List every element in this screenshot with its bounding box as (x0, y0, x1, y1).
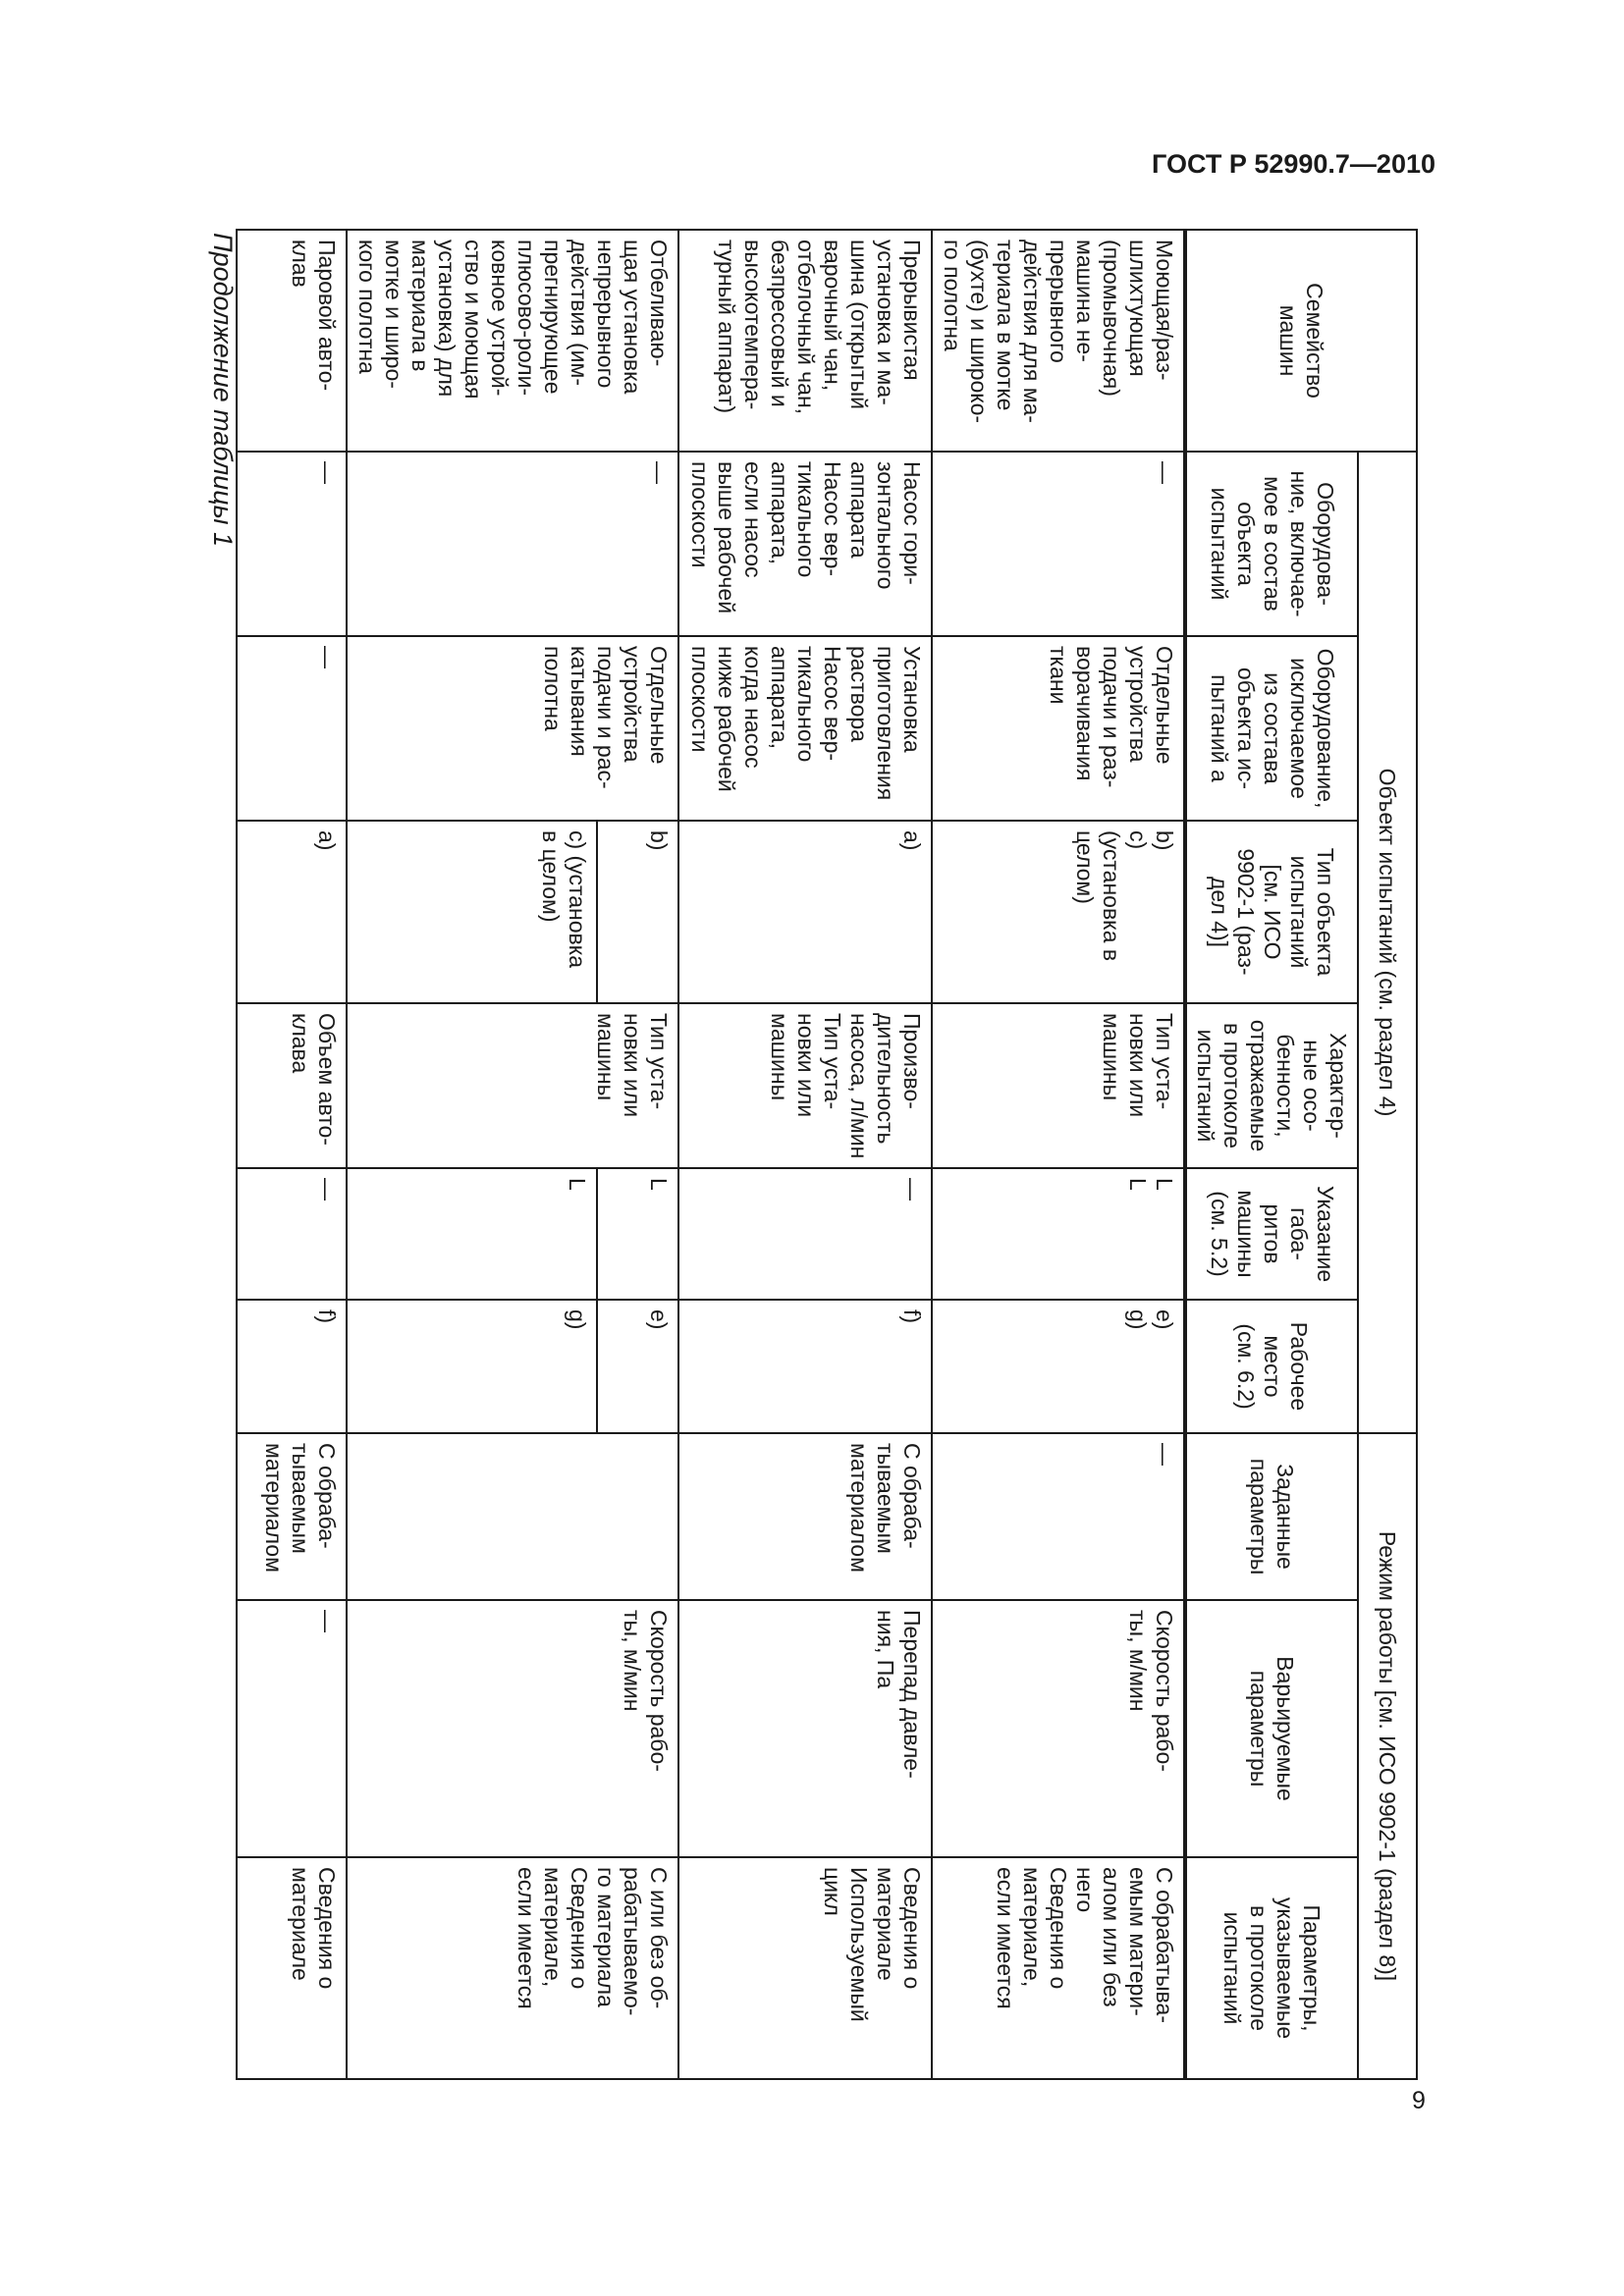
page-number: 9 (1412, 2087, 1426, 2114)
cell-report-params: С обрабатыва- емым матери- алом или без него Сведения о материале, если имеется (932, 1857, 1185, 2079)
col-features-header: Характер- ные осо- бенности, отражаемые в протоколе испытаний (1185, 1003, 1358, 1168)
object-group-header: Объект испытаний (см. раздел 4) (1358, 452, 1417, 1433)
cell-features: Произво- дительность насоса, л/мин Тип уста- новки или машины (678, 1003, 932, 1168)
cell-family: Моющая/раз- шлихтующая (промывочная) машина не- прерывного действия для ма- териала в мотке (бухте) и широко- го полотна (932, 230, 1185, 452)
cell-dimensions: L (347, 1168, 597, 1300)
cell-included: — (237, 452, 347, 636)
cell-set-params: С обраба- тываемым материалом (237, 1433, 347, 1600)
table-row (932, 230, 1185, 2079)
cell-set-params (347, 1433, 678, 1600)
cell-workplace: e) g) (932, 1300, 1185, 1433)
col-set-params-header: Заданные параметры (1185, 1433, 1358, 1600)
column-header-row (1185, 230, 1358, 2079)
table-row (678, 230, 932, 2079)
col-report-params-header: Параметры, указываемые в протоколе испытаний (1185, 1857, 1358, 2079)
cell-included: — (932, 452, 1185, 636)
cell-family: Паровой авто- клав (237, 230, 347, 452)
cell-var-params: Перепад давле- ния, Па (678, 1600, 932, 1857)
cell-type: b) (597, 821, 678, 1003)
col-family-header: Семейство машин (1185, 230, 1417, 452)
col-type-header: Тип объекта испытаний [см. ИСО 9902-1 (раз- дел 4)] (1185, 821, 1358, 1003)
cell-excluded: Отдельные устройства подачи и раз- ворачивания ткани (932, 636, 1185, 821)
cell-features: Тип уста- новки или машины (932, 1003, 1185, 1168)
table-caption: Продолжение таблицы 1 (208, 233, 238, 548)
cell-var-params: — (237, 1600, 347, 1857)
cell-excluded: Установка приготовления раствора Насос вер- тикального аппарата, когда насос ниже рабочей плоскости (678, 636, 932, 821)
cell-included-continued (347, 452, 597, 636)
group-header-row (1358, 230, 1417, 2079)
cell-dimensions: L L (932, 1168, 1185, 1300)
cell-features: Объем авто- клава (237, 1003, 347, 1168)
cell-type: a) (678, 821, 932, 1003)
document-header: ГОСТ Р 52990.7—2010 (1152, 149, 1435, 179)
cell-included: — (597, 452, 678, 636)
cell-report-params: С или без об- рабатываемо- го материала Сведения о материале, если имеется (347, 1857, 678, 2079)
cell-type: a) (237, 821, 347, 1003)
table-row (597, 230, 678, 2079)
col-dimensions-header: Указание габа- ритов машины (см. 5.2) (1185, 1168, 1358, 1300)
cell-var-params: Скорость рабо- ты, м/мин (347, 1600, 678, 1857)
cell-workplace: f) (237, 1300, 347, 1433)
cell-report-params: Сведения о материале (237, 1857, 347, 2079)
cell-dimensions: — (678, 1168, 932, 1300)
cell-workplace: f) (678, 1300, 932, 1433)
col-workplace-header: Рабочее место (см. 6.2) (1185, 1300, 1358, 1433)
col-included-header: Оборудова- ние, включае- мое в состав объекта испытаний (1185, 452, 1358, 636)
cell-report-params: Сведения о материале Используемый цикл (678, 1857, 932, 2079)
col-excluded-header: Оборудование, исключаемое из состава объекта ис- пытаний а (1185, 636, 1358, 821)
cell-var-params: Скорость рабо- ты, м/мин (932, 1600, 1185, 1857)
continuation-table (236, 229, 1418, 2080)
mode-group-header: Режим работы [см. ИСО 9902-1 (раздел 8)] (1358, 1433, 1417, 2079)
cell-dimensions: L (597, 1168, 678, 1300)
cell-type: c) (установка в целом) (347, 821, 597, 1003)
cell-excluded: — (237, 636, 347, 821)
cell-set-params: — (932, 1433, 1185, 1600)
cell-features: Тип уста- новки или машины (347, 1003, 678, 1168)
cell-family: Прерывистая установка и ма- шина (открытый варочный чан, отбелочный чан, безпрессовый и высокотемпера- турный аппарат) (678, 230, 932, 452)
cell-workplace: g) (347, 1300, 597, 1433)
cell-workplace: e) (597, 1300, 678, 1433)
cell-excluded: Отдельные устройства подачи и рас- катывания полотна (347, 636, 678, 821)
col-var-params-header: Варьируемые параметры (1185, 1600, 1358, 1857)
cell-family: Отбеливаю- щая установка непрерывного действия (им- прегнирующее плюсово-роли- ковное устрой- ство и моющая установка) для материала в мотке и широ- кого полотна (347, 230, 678, 452)
cell-set-params: С обраба- тываемым материалом (678, 1433, 932, 1600)
cell-dimensions: — (237, 1168, 347, 1300)
cell-included: Насос гори- зонтального аппарата Насос вер- тикального аппарата, если насос выше рабочей плоскости (678, 452, 932, 636)
rotated-table-page (157, 229, 1418, 2088)
cell-type: b) c) (установка в целом) (932, 821, 1185, 1003)
table-row (237, 230, 347, 2079)
